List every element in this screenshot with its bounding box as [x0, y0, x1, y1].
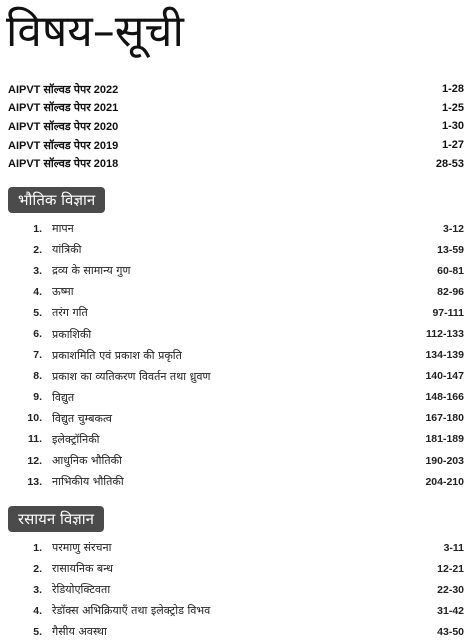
page-range: 148-166 [425, 391, 464, 404]
list-item[interactable] [8, 260, 468, 281]
item-number: 1. [33, 541, 42, 554]
item-label: रेडियोएक्टिवता [52, 583, 111, 597]
list-item[interactable] [8, 345, 468, 366]
paper-label: AIPVT सॉल्वड पेपर 2021 [8, 102, 119, 115]
page-range: 22-30 [437, 583, 464, 596]
solved-papers-list [8, 80, 468, 173]
page-range: 43-50 [437, 625, 464, 638]
list-item[interactable] [8, 429, 468, 450]
item-label: आधुनिक भौतिकी [52, 454, 122, 468]
page-range: 3-12 [442, 222, 464, 235]
section-heading-chemistry: रसायन विज्ञान [8, 506, 104, 532]
paper-label: AIPVT सॉल्वड पेपर 2020 [8, 120, 119, 133]
list-item[interactable] [8, 621, 468, 642]
page-range: 1-30 [441, 120, 464, 133]
item-number: 10. [27, 412, 42, 425]
item-label: तरंग गति [52, 306, 88, 320]
chemistry-chapter-list [8, 537, 468, 642]
paper-label: AIPVT सॉल्वड पेपर 2022 [8, 83, 119, 96]
item-label: विद्युत चुम्बकत्व [52, 411, 112, 425]
page-range: 190-203 [425, 454, 464, 467]
list-item[interactable] [8, 323, 468, 344]
section-heading-physics: भौतिक विज्ञान [8, 187, 105, 213]
item-label: मापन [52, 222, 74, 236]
list-item[interactable] [8, 558, 468, 579]
item-label: द्रव्य के सामान्य गुण [52, 264, 131, 278]
item-number: 4. [33, 285, 42, 298]
paper-label: AIPVT सॉल्वड पेपर 2019 [8, 139, 119, 152]
item-number: 1. [33, 222, 42, 235]
page-range: 134-139 [425, 349, 464, 362]
page-range: 12-21 [437, 562, 464, 575]
item-label: विद्युत [52, 390, 75, 404]
list-item[interactable] [8, 80, 468, 99]
item-number: 3. [33, 264, 42, 277]
page-range: 1-27 [441, 139, 464, 152]
list-item[interactable] [8, 366, 468, 387]
item-number: 11. [27, 433, 42, 446]
list-item[interactable] [8, 136, 468, 155]
list-item[interactable] [8, 387, 468, 408]
item-number: 2. [33, 562, 42, 575]
page-range: 82-96 [437, 285, 464, 298]
item-number: 13. [27, 475, 42, 488]
item-number: 4. [33, 604, 42, 617]
page-range: 13-59 [437, 243, 464, 256]
paper-label: AIPVT सॉल्वड पेपर 2018 [8, 158, 119, 171]
page-range: 140-147 [425, 370, 464, 383]
page-range: 204-210 [425, 475, 464, 488]
item-number: 8. [33, 370, 42, 383]
page-range: 1-28 [441, 83, 464, 96]
page-range: 60-81 [437, 264, 464, 277]
list-item[interactable] [8, 579, 468, 600]
page-range: 181-189 [425, 433, 464, 446]
item-label: प्रकाशमिति एवं प्रकाश की प्रकृति [52, 348, 182, 362]
list-item[interactable] [8, 117, 468, 136]
item-number: 2. [33, 243, 42, 256]
item-number: 9. [33, 391, 42, 404]
item-number: 5. [33, 306, 42, 319]
list-item[interactable] [8, 537, 468, 558]
item-label: गैसीय अवस्था [52, 625, 107, 639]
item-number: 5. [33, 625, 42, 638]
list-item[interactable] [8, 281, 468, 302]
list-item[interactable] [8, 239, 468, 260]
list-item[interactable] [8, 154, 468, 173]
list-item[interactable] [8, 408, 468, 429]
page-range: 112-133 [426, 328, 464, 341]
list-item[interactable] [8, 471, 468, 492]
item-label: रेडॉक्स अभिक्रियाएँ तथा इलेक्ट्रोड विभव [52, 604, 211, 618]
item-label: इलेक्ट्रॉनिकी [52, 432, 100, 446]
item-number: 6. [33, 328, 42, 341]
page-range: 31-42 [437, 604, 464, 617]
list-item[interactable] [8, 600, 468, 621]
item-number: 12. [27, 454, 42, 467]
item-label: प्रकाश का व्यतिकरण विवर्तन तथा ध्रुवण [52, 369, 211, 383]
page-range: 28-53 [435, 157, 464, 170]
item-label: यांत्रिकी [52, 243, 82, 257]
page-range: 3-11 [443, 541, 464, 554]
page-range: 97-111 [432, 306, 464, 319]
physics-chapter-list [8, 218, 468, 492]
item-label: नाभिकीय भौतिकी [52, 475, 124, 489]
item-label: प्रकाशिकी [52, 327, 92, 341]
item-label: परमाणु संरचना [52, 541, 112, 555]
page-range: 1-25 [441, 101, 464, 114]
page-range: 167-180 [425, 412, 464, 425]
list-item[interactable] [8, 450, 468, 471]
list-item[interactable] [8, 218, 468, 239]
page-title: विषय–सूची [6, 6, 184, 57]
item-number: 7. [33, 349, 42, 362]
list-item[interactable] [8, 302, 468, 323]
item-number: 3. [33, 583, 42, 596]
list-item[interactable] [8, 99, 468, 118]
item-label: रासायनिक बन्ध [52, 562, 114, 576]
item-label: ऊष्मा [52, 285, 74, 299]
